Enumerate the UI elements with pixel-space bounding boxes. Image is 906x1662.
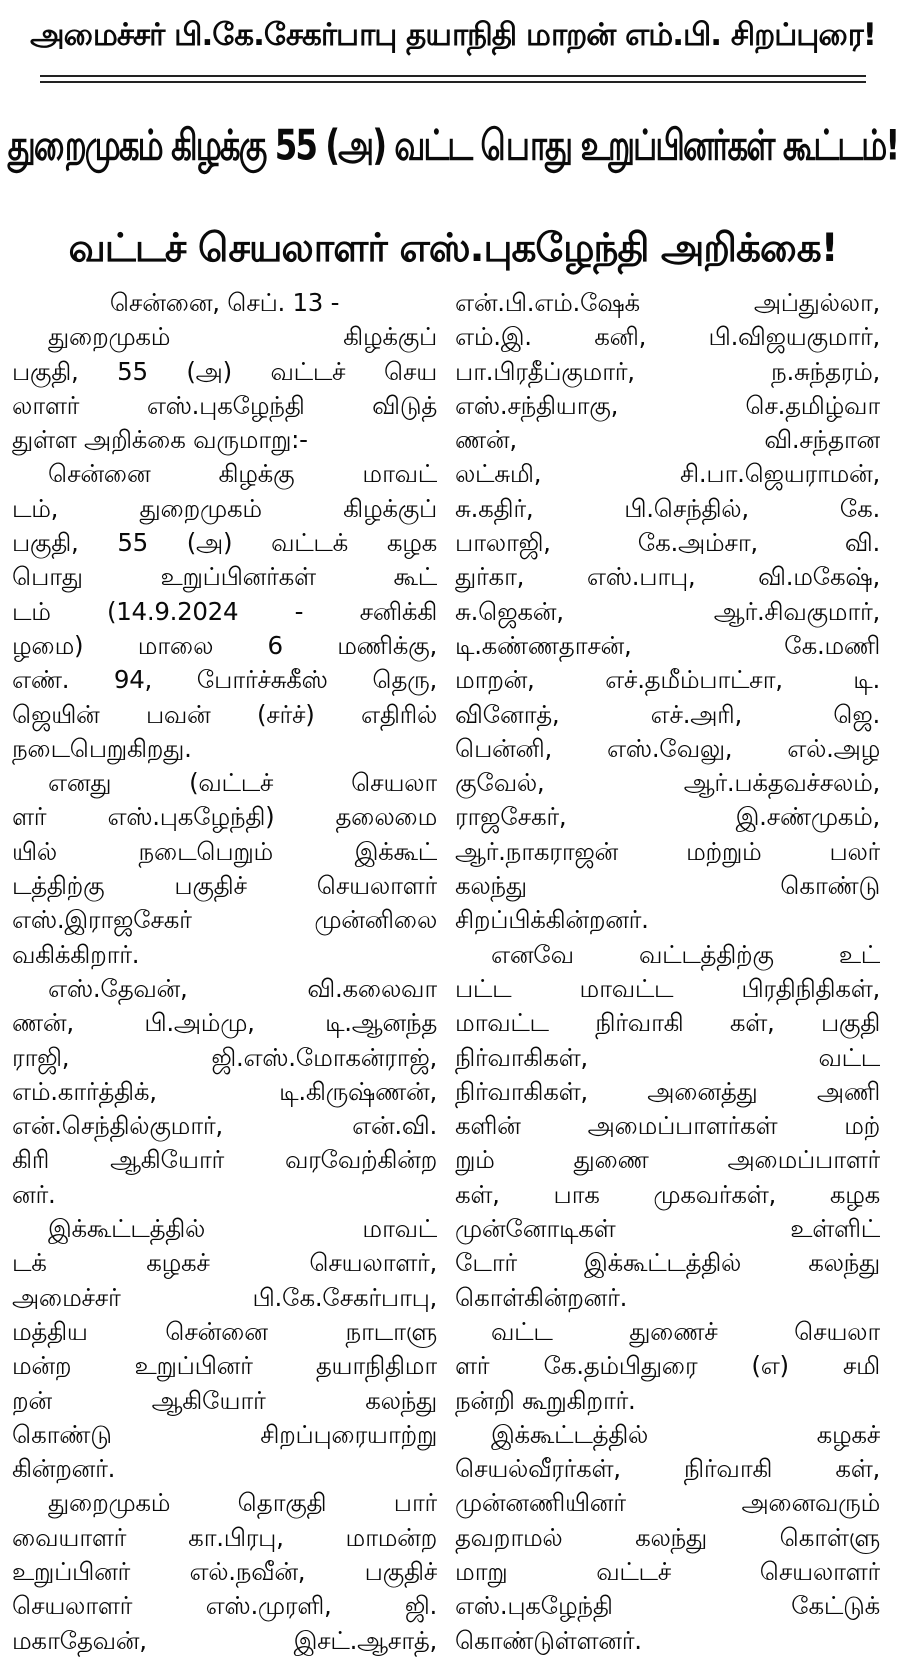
article-line: னர். xyxy=(12,1179,56,1209)
article-line: யில் நடைபெறும் இக்கூட் xyxy=(12,836,437,866)
article-line: முன்னோடிகள் உள்ளிட் xyxy=(455,1214,880,1244)
article-line: எஸ்.புகழேந்தி கேட்டுக் xyxy=(455,1591,880,1621)
article-line: பென்னி, எஸ்.வேலு, எல்.அழ xyxy=(455,733,880,763)
article-line: எஸ்.தேவன், வி.கலைவா xyxy=(48,973,437,1003)
article-line: இக்கூட்டத்தில் மாவட் xyxy=(48,1214,437,1244)
main-headline: துறைமுகம் கிழக்கு 55 (அ) வட்ட பொது உறுப்பினர்கள் கூட்டம்! xyxy=(7,120,899,170)
article-line: டத்திற்கு பகுதிச் செயலாளர் xyxy=(12,871,437,901)
article-line: உறுப்பினர் எல்.நவீன், பகுதிச் xyxy=(12,1556,437,1586)
article-line: எஸ்.இராஜசேகர் முன்னிலை xyxy=(12,905,437,935)
article-line: ஆர்.நாகராஜன் மற்றும் பலர் xyxy=(455,836,880,866)
article-line: மகாதேவன், இசட்.ஆசாத், xyxy=(12,1625,437,1655)
article-line: துள்ள அறிக்கை வருமாறு:- xyxy=(12,425,308,455)
article-line: லாளர் எஸ்.புகழேந்தி விடுத் xyxy=(12,390,437,420)
article-line: ளர் எஸ்.புகழேந்தி) தலைமை xyxy=(12,802,437,832)
article-line: அமைச்சர் பி.கே.சேகர்பாபு, xyxy=(12,1282,437,1312)
article-line: வினோத், எச்.அரி, ஜெ. xyxy=(455,699,880,729)
article-line: மாவட்ட நிர்வாகி கள், பகுதி xyxy=(455,1008,880,1038)
article-line: பா.பிரதீப்குமார், ந.சுந்தரம், xyxy=(455,356,880,386)
article-line: மன்ற உறுப்பினர் தயாநிதிமா xyxy=(12,1351,437,1381)
article-line: டி.கண்ணதாசன், கே.மணி xyxy=(455,630,880,660)
article-line: எனது (வட்டச் செயலா xyxy=(48,768,437,798)
article-line: எனவே வட்டத்திற்கு உட் xyxy=(491,939,880,969)
article-line: ழமை) மாலை 6 மணிக்கு, xyxy=(12,630,437,660)
article-line: இக்கூட்டத்தில் கழகச் xyxy=(491,1419,880,1449)
article-line: பகுதி, 55 (அ) வட்டச் செய xyxy=(12,356,437,386)
article-line: ஜெயின் பவன் (சர்ச்) எதிரில் xyxy=(12,699,437,729)
article-line: டம் (14.9.2024 - சனிக்கி xyxy=(12,596,437,626)
article-line: எம்.இ. கனி, பி.விஜயகுமார், xyxy=(455,322,880,352)
article-line: கொண்டுள்ளனர். xyxy=(455,1625,642,1655)
article-line: செயலாளர் எஸ்.முரளி, ஜி. xyxy=(12,1591,437,1621)
article-line: குவேல், ஆர்.பக்தவச்சலம், xyxy=(455,768,880,798)
article-line: பொது உறுப்பினர்கள் கூட் xyxy=(12,562,437,592)
article-line: சிறப்பிக்கின்றனர். xyxy=(455,905,649,935)
article-line: துறைமுகம் தொகுதி பார் xyxy=(48,1488,437,1518)
article-line: கிரி ஆகியோர் வரவேற்கின்ற xyxy=(12,1145,437,1175)
article-line: கலந்து கொண்டு xyxy=(455,871,880,901)
article-line: செயல்வீரர்கள், நிர்வாகி கள், xyxy=(455,1454,880,1484)
article-line: ராஜி, ஜி.எஸ்.மோகன்ராஜ், xyxy=(12,1042,437,1072)
article-line: கொண்டு சிறப்புரையாற்று xyxy=(12,1419,437,1449)
article-line: வட்ட துணைச் செயலா xyxy=(491,1316,880,1346)
article-column-left xyxy=(12,286,437,1658)
article-line: எஸ்.சந்தியாகு, செ.தமிழ்வா xyxy=(455,390,880,420)
article-line: வையாளர் கா.பிரபு, மாமன்ற xyxy=(12,1522,437,1552)
article-line: சு.கதிர், பி.செந்தில், கே. xyxy=(455,493,880,523)
article-line: நன்றி கூறுகிறார். xyxy=(455,1385,636,1415)
article-line: மாறன், எச்.தமீம்பாட்சா, டி. xyxy=(455,665,880,695)
article-line: ணன், பி.அம்மு, டி.ஆனந்த xyxy=(12,1008,437,1038)
article-line: என்.செந்தில்குமார், என்.வி. xyxy=(12,1111,437,1141)
article-line: பட்ட மாவட்ட பிரதிநிதிகள், xyxy=(455,973,880,1003)
article-line: நிர்வாகிகள், அனைத்து அணி xyxy=(455,1076,880,1106)
article-line: பாலாஜி, கே.அம்சா, வி. xyxy=(455,528,880,558)
article-line: டம், துறைமுகம் கிழக்குப் xyxy=(12,493,437,523)
article-line: பகுதி, 55 (அ) வட்டக் கழக xyxy=(12,528,437,558)
article-line: டோர் இக்கூட்டத்தில் கலந்து xyxy=(455,1248,880,1278)
article-line: எண். 94, போர்ச்சுகீஸ் தெரு, xyxy=(12,665,437,695)
sub-headline: வட்டச் செயலாளர் எஸ்.புகழேந்தி அறிக்கை! xyxy=(68,226,838,271)
article-line: களின் அமைப்பாளர்கள் மற் xyxy=(455,1111,880,1141)
article-column-right xyxy=(455,286,880,1658)
article-line: நடைபெறுகிறது. xyxy=(12,733,192,763)
article-line: மாறு வட்டச் செயலாளர் xyxy=(455,1556,880,1586)
article-line: ளர் கே.தம்பிதுரை (எ) சமி xyxy=(455,1351,880,1381)
kicker-line: அமைச்சர் பி.கே.சேகர்பாபு தயாநிதி மாறன் எம்.பி. சிறப்புரை! xyxy=(30,17,876,53)
article-line: எம்.கார்த்திக், டி.கிருஷ்ணன், xyxy=(12,1076,437,1106)
article-line: ராஜசேகர், இ.சண்முகம், xyxy=(455,802,880,832)
article-line: சென்னை, செப். 13 - xyxy=(109,288,340,317)
article-line: துர்கா, எஸ்.பாபு, வி.மகேஷ், xyxy=(455,562,880,592)
article-line: சு.ஜெகன், ஆர்.சிவகுமார், xyxy=(455,596,880,626)
article-line: றும் துணை அமைப்பாளர் xyxy=(455,1145,880,1175)
article-line: லட்சுமி, சி.பா.ஜெயராமன், xyxy=(455,459,880,489)
article-line: தவறாமல் கலந்து கொள்ளு xyxy=(455,1522,880,1552)
article-line: முன்னணியினர் அனைவரும் xyxy=(455,1488,880,1518)
article-line: டக் கழகச் செயலாளர், xyxy=(12,1248,437,1278)
article-line: மத்திய சென்னை நாடாளு xyxy=(12,1316,437,1346)
article-line: றன் ஆகியோர் கலந்து xyxy=(12,1385,437,1415)
article-line: வகிக்கிறார். xyxy=(12,939,140,969)
article-line: கின்றனர். xyxy=(12,1454,116,1484)
article-line: துறைமுகம் கிழக்குப் xyxy=(48,322,437,352)
article-line: நிர்வாகிகள், வட்ட xyxy=(455,1042,880,1072)
article-line: சென்னை கிழக்கு மாவட் xyxy=(48,459,437,489)
article-line: கள், பாக முகவர்கள், கழக xyxy=(455,1179,880,1209)
article-line: என்.பி.எம்.ஷேக் அப்துல்லா, xyxy=(455,288,880,317)
article-line: ணன், வி.சந்தான xyxy=(455,425,880,455)
article-line: கொள்கின்றனர். xyxy=(455,1282,628,1312)
